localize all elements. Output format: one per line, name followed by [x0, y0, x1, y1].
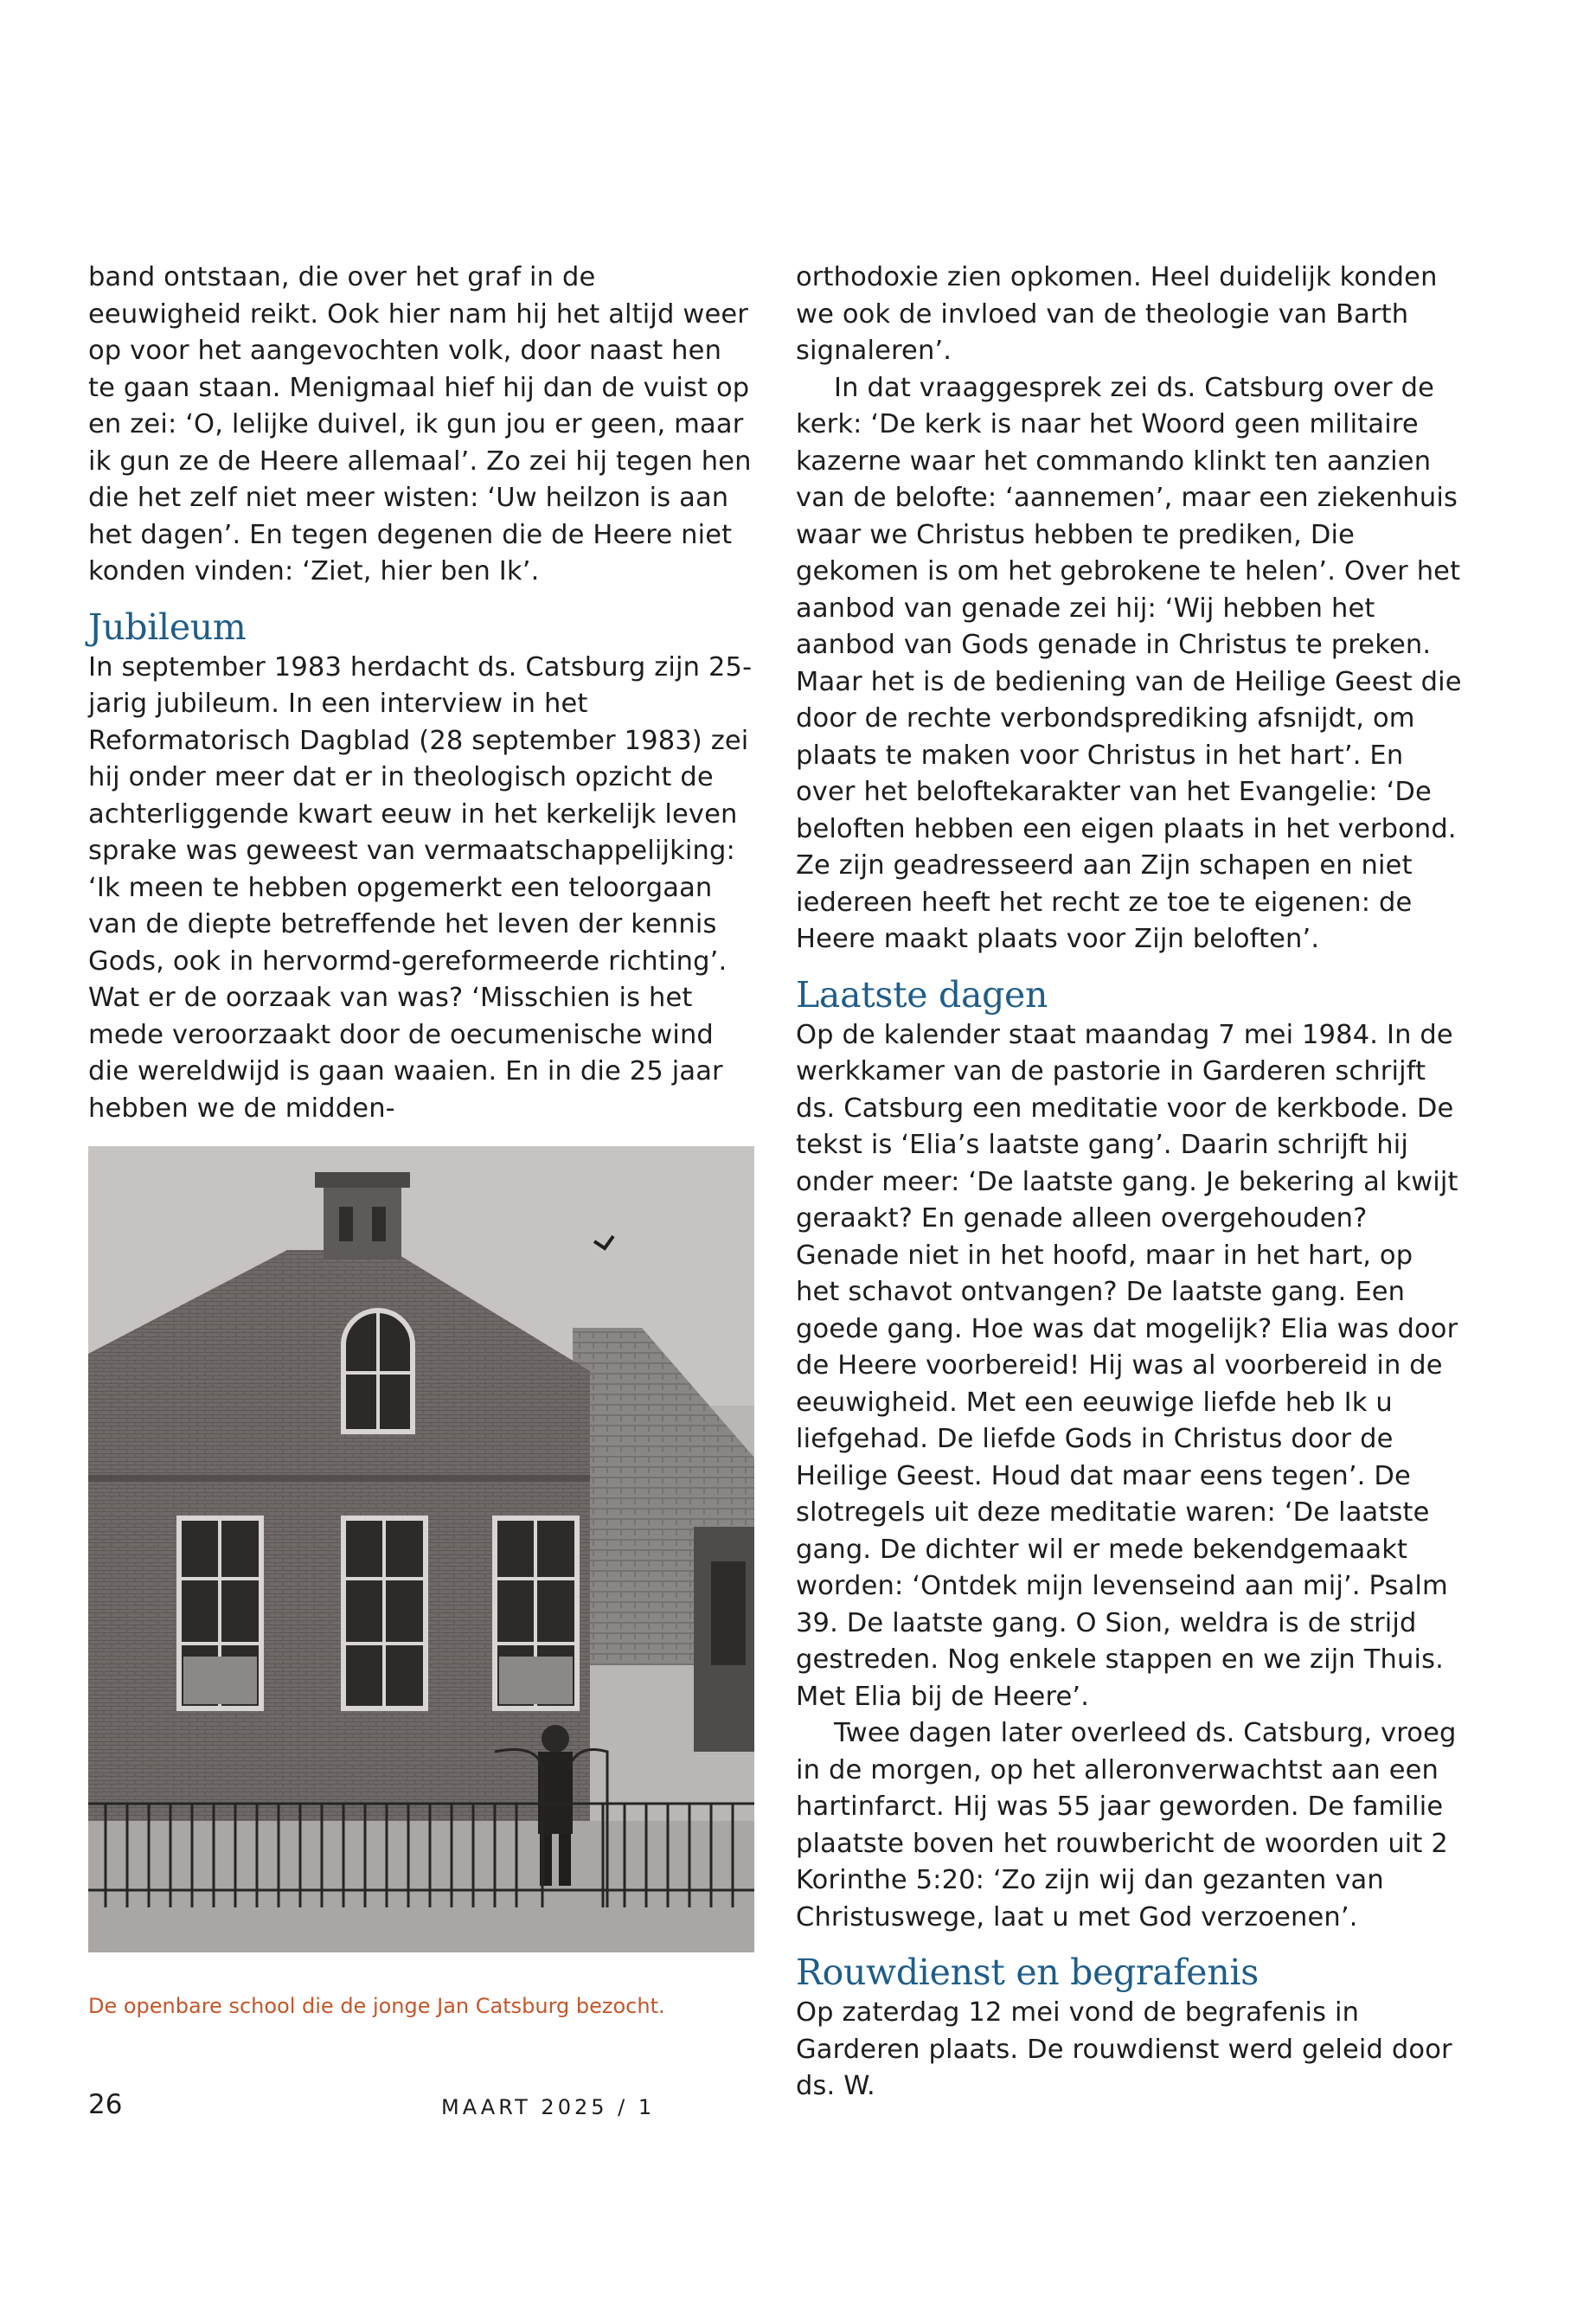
body-paragraph: In september 1983 herdacht ds. Catsburg zijn 25-jarig jubileum. In een interview in het Reformatorisch Dagblad (28 september 1983) zei hij onder meer dat er in theologisch opzicht de achterliggende kwart eeuw in het kerkelijk leven sprake was geweest van vermaatschappelijking: ‘Ik meen te hebben opgemerkt een teloorgaan van de diepte betreffende het leven der kennis Gods, ook in hervormd-gereformeerde richting’. Wat er de oorzaak van was? ‘Misschien is het mede veroorzaakt door de oecumenische wind die wereldwijd is gaan waaien. En in die 25 jaar hebben we de midden-	[88, 651, 753, 1124]
body-paragraph: Twee dagen later overleed ds. Catsburg, vroeg in de morgen, op het alleronverwachtst aan een hartinfarct. Hij was 55 jaar geworden. De familie plaatste boven het rouwbericht de woorden uit 2 Korinthe 5:20: ‘Zo zijn wij dan gezanten van Christuswege, laat u met God verzoenen’.	[796, 1718, 1457, 1932]
body-paragraph: In dat vraaggesprek zei ds. Catsburg over de kerk: ‘De kerk is naar het Woord geen militaire kazerne waar het commando klinkt ten aanzien van de belofte: ‘aannemen’, maar een ziekenhuis waar we Christus hebben te prediken, Die gekomen is om het gebrokene te helen’. Over het aanbod van genade zei hij: ‘Wij hebben het aanbod van Gods genade in Christus te preken. Maar het is de bediening van de Heilige Geest die door de rechte verbondsprediking afsnijdt, om plaats te maken voor Christus in het hart’. En over het beloftekarakter van het Evangelie: ‘De beloften hebben een eigen plaats in het verbond. Ze zijn geadresseerd aan Zijn schapen en niet iedereen heeft het recht ze toe te eigenen: de Heere maakt plaats voor Zijn beloften’.	[796, 372, 1462, 954]
school-photo	[88, 1146, 754, 1952]
body-paragraph: band ontstaan, die over het graf in de eeuwigheid reikt. Ook hier nam hij het altijd weer op voor het aangevochten volk, door naast hen te gaan staan. Menigmaal hief hij dan de vuist op en zei: ‘O, lelijke duivel, ik gun jou er geen, maar ik gun ze de Heere allemaal’. Zo zei hij tegen hen die het zelf niet meer wisten: ‘Uw heilzon is aan het dagen’. En tegen degenen die de Heere niet konden vinden: ‘Ziet, hier ben Ik’.	[88, 262, 752, 586]
section-heading-rouwdienst: Rouwdienst en begrafenis	[796, 1952, 1259, 1993]
section-heading-jubileum: Jubileum	[88, 606, 247, 648]
body-paragraph: orthodoxie zien opkomen. Heel duidelijk konden we ook de invloed van de theologie van Barth signaleren’.	[796, 262, 1438, 366]
page-number: 26	[88, 2089, 123, 2120]
issue-label: MAART 2025 / 1	[441, 2095, 656, 2119]
section-heading-laatste-dagen: Laatste dagen	[796, 973, 1048, 1016]
right-column	[796, 260, 1462, 2106]
photo-caption: De openbare school die de jonge Jan Catsburg bezocht.	[88, 1994, 665, 2018]
school-building-image	[88, 1146, 754, 1952]
body-paragraph: Op de kalender staat maandag 7 mei 1984. In de werkkamer van de pastorie in Garderen schrijft ds. Catsburg een meditatie voor de kerkbode. De tekst is ‘Elia’s laatste gang’. Daarin schrijft hij onder meer: ‘De laatste gang. Je bekering al kwijt geraakt? En genade alleen overgehouden? Genade niet in het hoofd, maar in het hart, op het schavot ontvangen? De laatste gang. Een goede gang. Hoe was dat mogelijk? Elia was door de Heere voorbereid! Hij was al voorbereid in de eeuwigheid. Met een eeuwige liefde heb Ik u liefgehad. De liefde Gods in Christus door de Heilige Geest. Houd dat maar eens tegen’. De slotregels uit deze meditatie waren: ‘De laatste gang. De dichter wil er mede bekendgemaakt worden: ‘Ontdek mijn levenseind aan mij’. Psalm 39. De laatste gang. O Sion, weldra is de strijd gestreden. Nog enkele stappen en we zijn Thuis. Met Elia bij de Heere’.	[796, 1019, 1458, 1712]
body-paragraph: Op zaterdag 12 mei vond de begrafenis in Garderen plaats. De rouwdienst werd geleid door ds. W.	[796, 1997, 1452, 2101]
left-column	[88, 260, 754, 1127]
